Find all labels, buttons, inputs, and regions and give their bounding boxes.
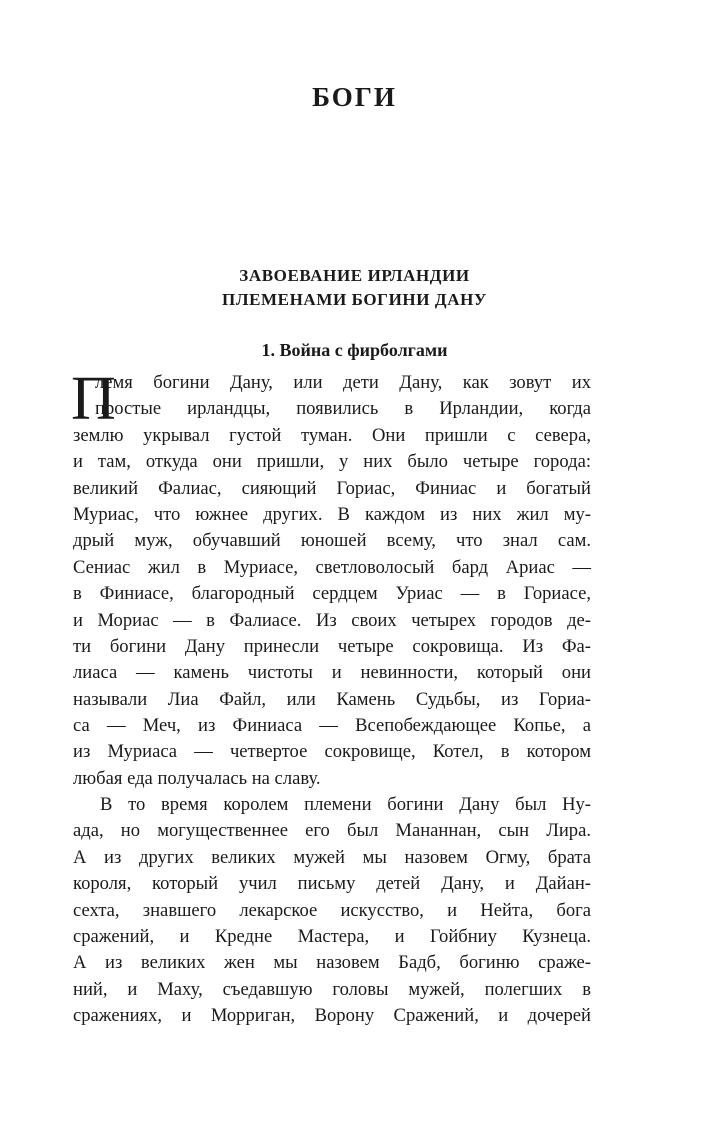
text-line: лиаса — камень чистоты и невинности, который они: [73, 662, 591, 684]
text-line: любая еда получалась на славу.: [73, 767, 321, 789]
text-line: ний, и Маху, съедавшую головы мужей, полегших в: [73, 978, 591, 1000]
page-title: БОГИ: [312, 82, 397, 112]
text-line: простые ирландцы, появились в Ирландии, когда: [95, 398, 591, 420]
text-line: А из великих жен мы назовем Бадб, богиню сраже-: [73, 952, 591, 974]
text-line: ти богини Дану принесли четыре сокровища. Из Фа-: [73, 635, 591, 657]
drop-cap: П: [71, 365, 116, 433]
text-line: А из других великих мужей мы назовем Огму, брата: [73, 846, 591, 868]
section-heading-line-2: ПЛЕМЕНАМИ БОГИНИ ДАНУ: [222, 290, 487, 309]
paragraph-1: [71, 365, 591, 792]
text-line: землю укрывал густой туман. Они пришли с севера,: [73, 424, 591, 446]
text-line: короля, который учил письму детей Дану, и Дайан-: [73, 873, 591, 895]
text-line: лемя богини Дану, или дети Дану, как зовут их: [95, 372, 591, 393]
text-line: сехта, знавшего лекарское искусство, и Нейта, бога: [73, 899, 591, 921]
text-line: сражениях, и Морриган, Ворону Сражений, и дочерей: [73, 1005, 591, 1027]
text-line: из Муриаса — четвертое сокровище, Котел, в котором: [73, 741, 591, 763]
section-heading-line-1: ЗАВОЕВАНИЕ ИРЛАНДИИ: [239, 266, 470, 285]
text-line: В то время королем племени богини Дану был Ну-: [100, 794, 591, 815]
text-line: дрый муж, обучавший юношей всему, что знал сам.: [73, 530, 591, 552]
text-line: Сениас жил в Муриасе, светловолосый бард Ариас —: [73, 556, 591, 578]
text-line: великий Фалиас, сияющий Гориас, Финиас и богатый: [73, 477, 591, 499]
text-line: в Финиасе, благородный сердцем Уриас — в Гориасе,: [73, 583, 591, 605]
text-line: са — Меч, из Финиаса — Всепобеждающее Копье, а: [73, 715, 591, 737]
text-line: называли Лиа Файл, или Камень Судьбы, из Гориа-: [73, 688, 591, 710]
text-line: и там, откуда они пришли, у них было четыре города:: [73, 451, 591, 473]
text-line: сражений, и Кредне Мастера, и Гойбниу Кузнеца.: [73, 925, 591, 947]
text-line: и Мориас — в Фалиасе. Из своих четырех городов де-: [73, 609, 591, 631]
chapter-heading: 1. Война с фирболгами: [261, 340, 448, 360]
section-heading: [0, 264, 709, 312]
text-line: Муриас, что южнее других. В каждом из них жил му-: [73, 503, 591, 525]
text-line: ада, но могущественнее его был Мананнан, сын Лира.: [73, 820, 591, 842]
paragraph-2: [73, 792, 591, 1030]
